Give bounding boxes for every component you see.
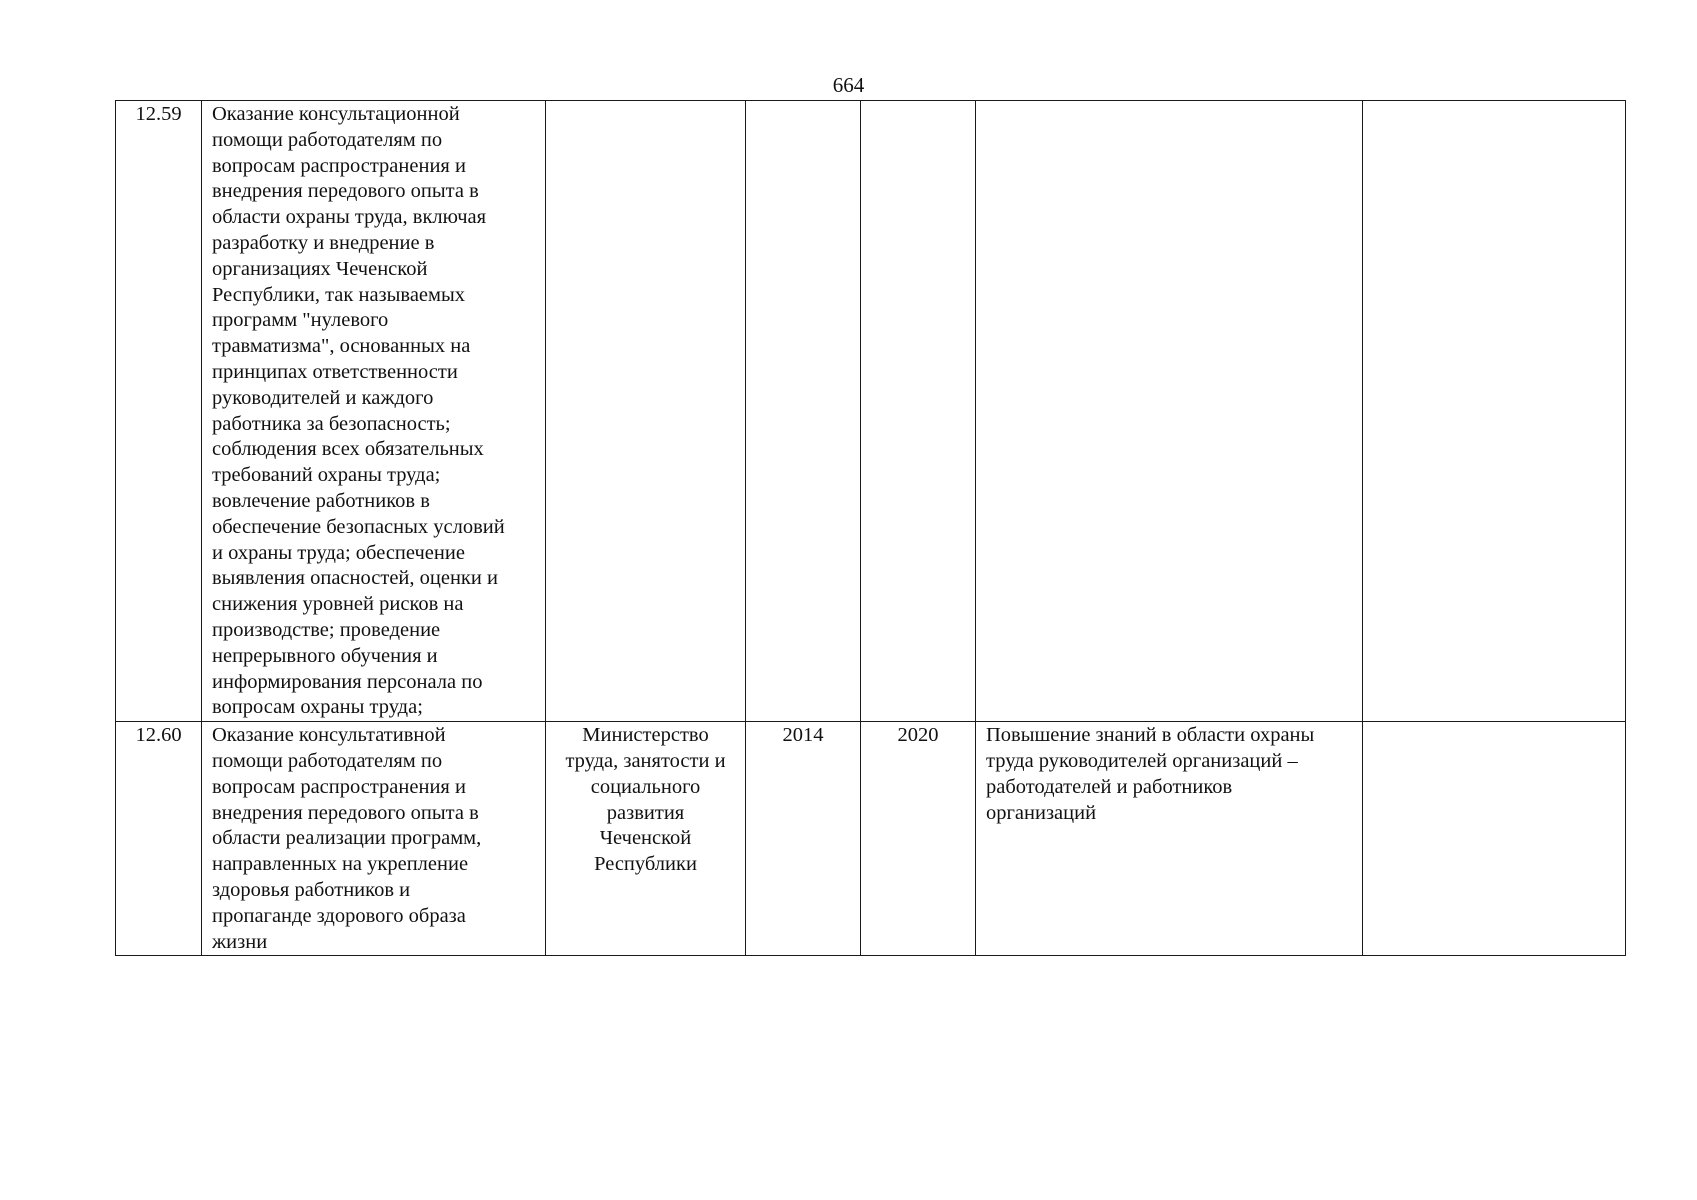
measure-name-cell: Оказание консультационной помощи работодателям по вопросам распространения и внедрения передового опыта в области охраны труда, включая разработку и внедрение в организациях Чеченской Республики, так называемых программ "нулевого травматизма", основанных на принципах ответственности руководителей и каждого работника за безопасность; соблюдения всех обязательных требований охраны труда; вовлечение работников в обеспечение безопасных условий и охраны труда; обеспечение выявления опасностей, оценки и снижения уровней рисков на производстве; проведение непрерывного обучения и информирования персонала по вопросам охраны труда;	[202, 101, 546, 722]
row-number-cell: 12.59	[116, 101, 202, 722]
table-row	[116, 101, 1626, 722]
page-number: 664	[832, 73, 865, 97]
year-end-cell: 2020	[861, 722, 976, 956]
expected-result-cell: Повышение знаний в области охраны труда руководителей организаций – работодателей и работников организаций	[976, 722, 1363, 956]
measures-table	[115, 100, 1626, 956]
year-start-cell: 2014	[746, 722, 861, 956]
year-end-cell	[861, 101, 976, 722]
note-cell	[1363, 722, 1626, 956]
note-cell	[1363, 101, 1626, 722]
executor-cell	[546, 101, 746, 722]
expected-result-cell	[976, 101, 1363, 722]
executor-cell: Министерство труда, занятости и социального развития Чеченской Республики	[546, 722, 746, 956]
measure-name-cell: Оказание консультативной помощи работодателям по вопросам распространения и внедрения передового опыта в области реализации программ, направленных на укрепление здоровья работников и пропаганде здорового образа жизни	[202, 722, 546, 956]
row-number-cell: 12.60	[116, 722, 202, 956]
table-row	[116, 722, 1626, 956]
year-start-cell	[746, 101, 861, 722]
